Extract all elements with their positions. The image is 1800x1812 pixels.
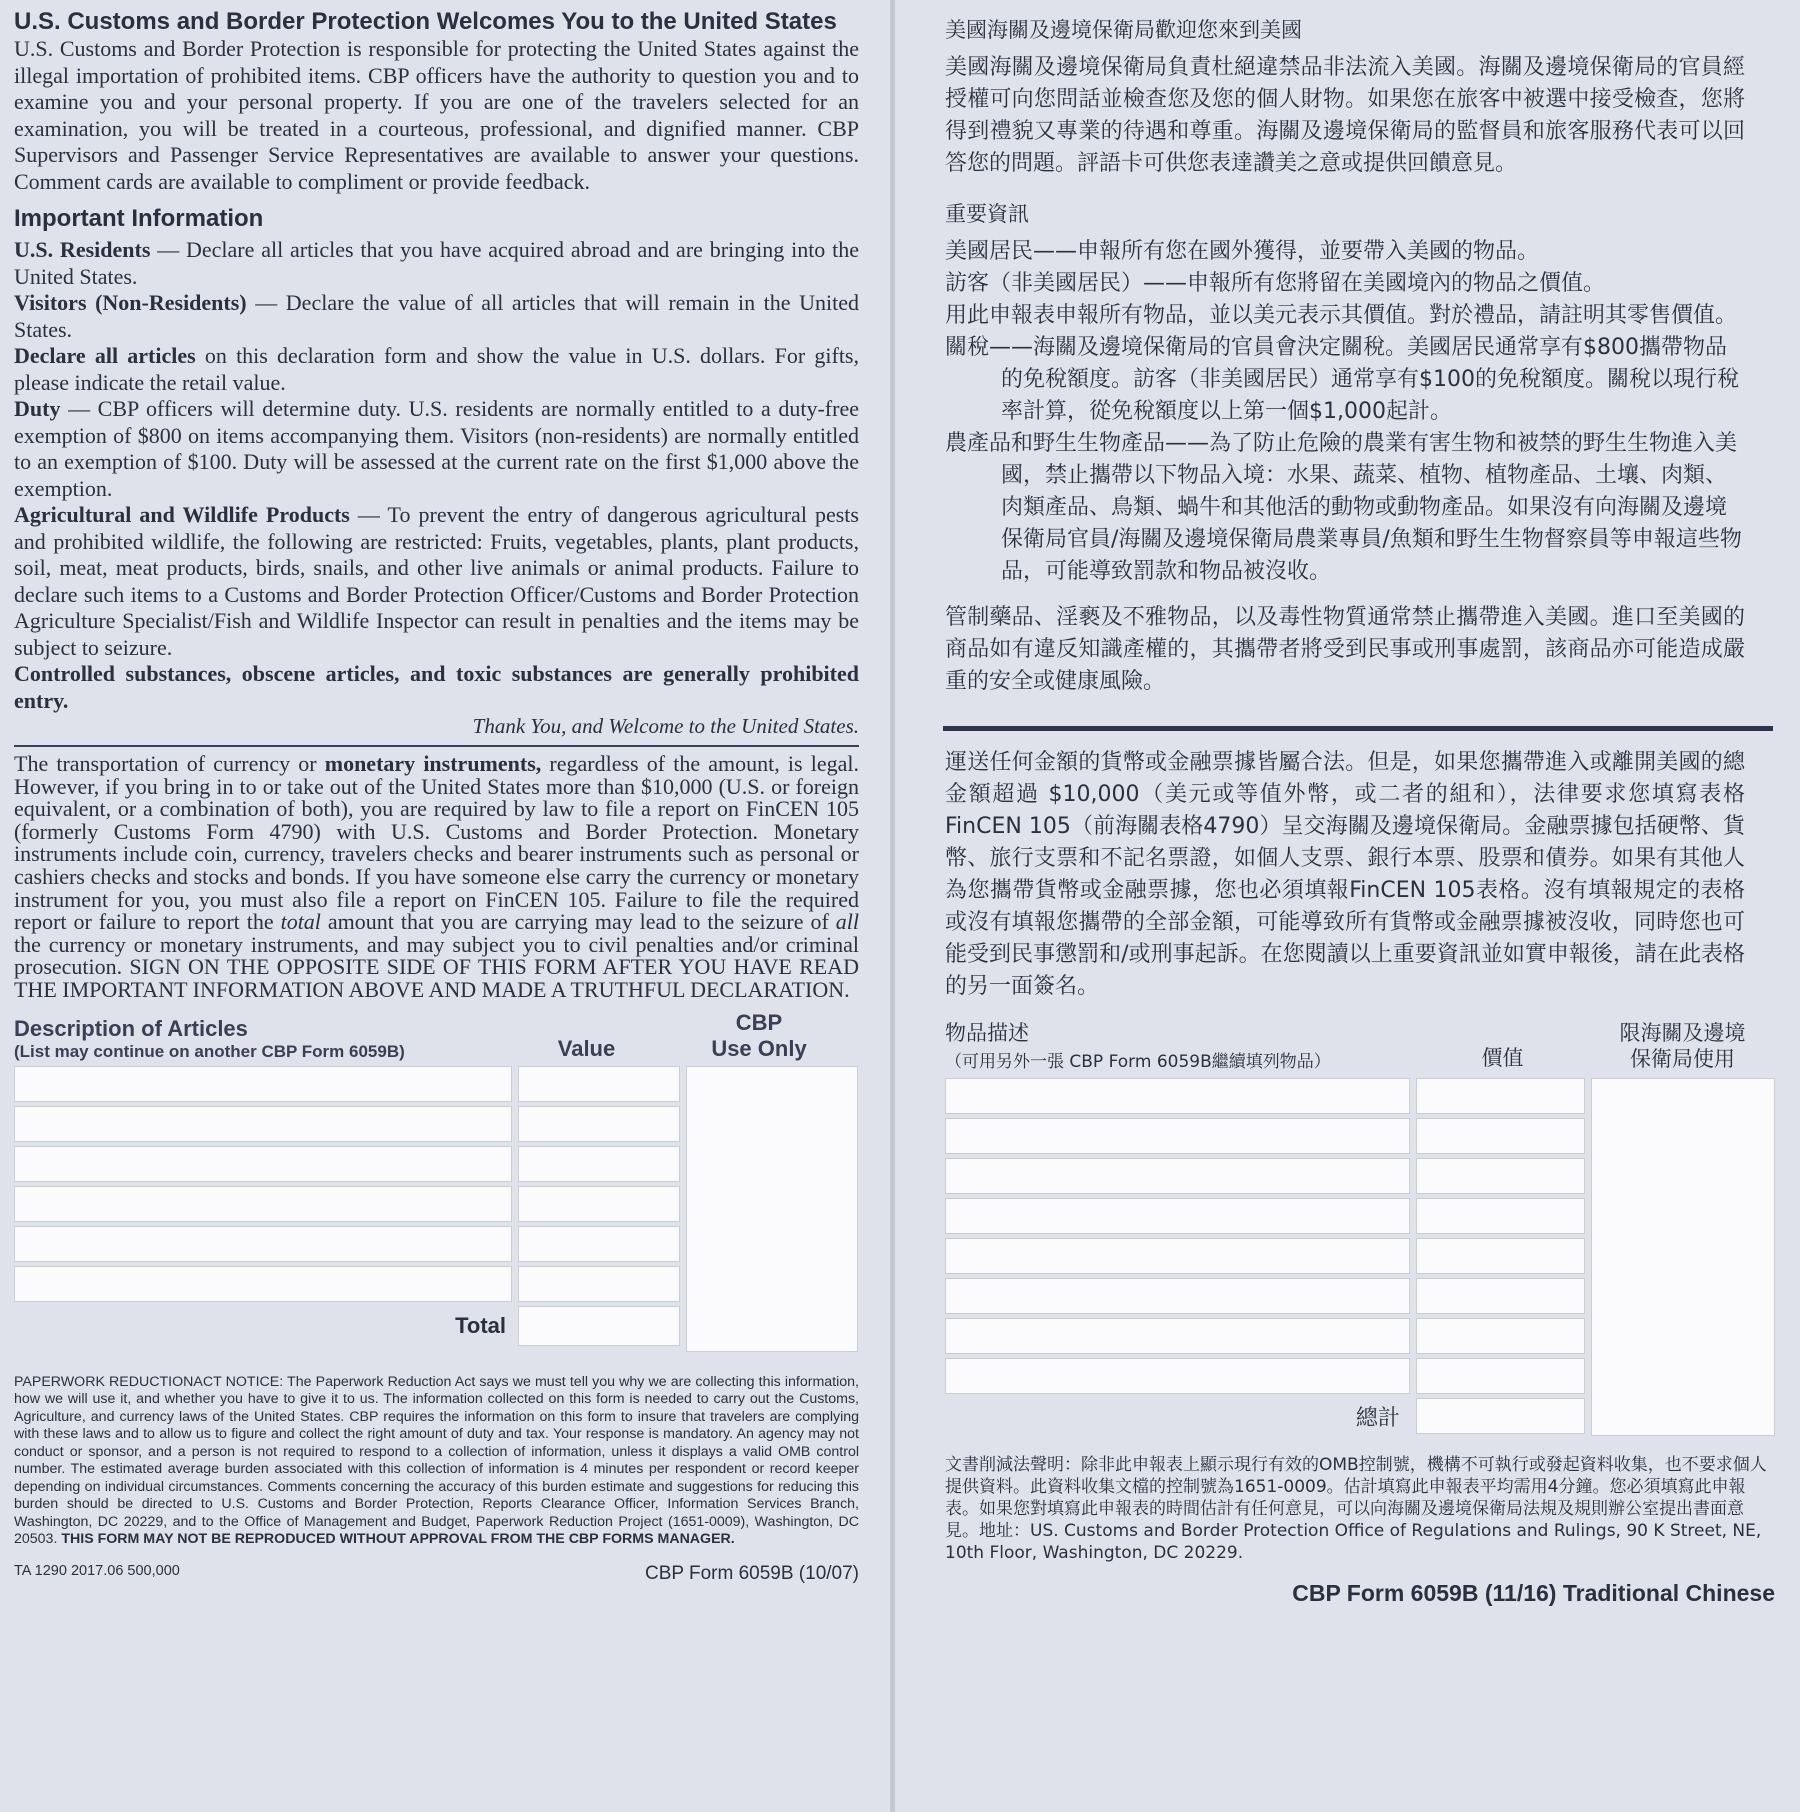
zh-residents: 美國居民——申報所有您在國外獲得，並要帶入美國的物品。 <box>945 239 1540 264</box>
english-panel <box>0 0 895 1812</box>
zh-value-heading: 價值 <box>1481 1046 1524 1070</box>
zh-desc-heading: 物品描述 <box>945 1021 1029 1045</box>
desc-header <box>14 1016 514 1062</box>
desc-input-row[interactable] <box>14 1106 512 1142</box>
zh-total-label: 總計 <box>1355 1405 1400 1431</box>
zh-value-input-row[interactable] <box>1416 1198 1586 1234</box>
notice-text: PAPERWORK REDUCTIONACT NOTICE: The Paperwork Reduction Act says we must tell you why we are collecting this information, how we will use it, and whether you have to give it to us. The information collected on this form is needed to carry out the Customs, Agriculture, and currency laws of the United States. CBP requires the information on this form to insure that travelers are complying with these laws and to allow us to figure and collect the right amount of duty and tax. Your response is mandatory. An agency may not conduct or sponsor, and a person is not required to respond to a collection of information, unless it displays a valid OMB control number. The estimated average burden associated with this collection of information is 4 minutes per respondent or record keeper depending on individual circumstances. Comments concerning the accuracy of this burden estimate and suggestions for reducing this burden should be directed to U.S. Customs and Border Protection, Reports Clearance Officer, Information Services Branch, Washington, DC 20229, and to the Office of Management and Budget, Paperwork Reduction Project (1651-0009), Washington, DC 20503. <box>14 1373 859 1548</box>
duty-item <box>14 396 859 502</box>
total-label: Total <box>455 1312 506 1338</box>
residents-text: — Declare all articles that you have acquired abroad and are bringing into the United States. <box>14 237 859 289</box>
value-input-row[interactable] <box>518 1106 680 1142</box>
residents-label: U.S. Residents <box>14 237 151 262</box>
zh-desc-input-row[interactable] <box>945 1318 1410 1354</box>
desc-input-row[interactable] <box>14 1266 512 1302</box>
zh-value-input-row[interactable] <box>1416 1118 1586 1154</box>
zh-cbp-heading-line1: 限海關及邊境 <box>1619 1021 1746 1045</box>
desc-heading: Description of Articles <box>14 1015 248 1041</box>
chinese-panel <box>895 0 1800 1812</box>
zh-visitors: 訪客（非美國居民）——申報所有您將留在美國境內的物品之價值。 <box>945 271 1606 296</box>
zh-agri: 農產品和野生生物產品——為了防止危險的農業有害生物和被禁的野生生物進入美國，禁止攜帶以下物品入境：水果、蔬菜、植物、植物產品、土壤、肉類、肉類產品、鳥類、蝸牛和其他活的動物或動物產品。如果沒有向海關及邊境保衛局官員/海關及邊境保衛局農業專員/魚類和野生生物督察員等申報這些物品，可能導致罰款和物品被沒收。 <box>945 431 1742 584</box>
zh-controlled: 管制藥品、淫褻及不雅物品，以及毒性物質通常禁止攜帶進入美國。進口至美國的商品如有違反知識產權的，其攜帶者將受到民事或刑事處罰，該商品亦可能造成嚴重的安全或健康風險。 <box>945 605 1745 694</box>
declare-label: Declare all articles <box>14 343 196 368</box>
controlled-item <box>14 661 859 714</box>
value-input-row[interactable] <box>518 1266 680 1302</box>
zh-form-id: CBP Form 6059B (11/16) Traditional Chinese <box>1292 1580 1775 1606</box>
zh-title: 美國海關及邊境保衛局歡迎您來到美國 <box>945 18 1302 42</box>
total-value-input[interactable] <box>518 1306 680 1346</box>
articles-grid <box>14 1066 859 1352</box>
zh-desc-input-row[interactable] <box>945 1158 1410 1194</box>
currency-text-1: The transportation of currency or <box>14 751 325 776</box>
desc-input-row[interactable] <box>14 1146 512 1182</box>
currency-paragraph <box>14 753 859 1002</box>
thanks-line: Thank You, and Welcome to the United States. <box>472 714 859 738</box>
value-input-row[interactable] <box>518 1226 680 1262</box>
zh-divider <box>943 726 1773 731</box>
cbp-heading-line2: Use Only <box>711 1035 807 1061</box>
intro-paragraph: U.S. Customs and Border Protection is responsible for protecting the United States against the illegal importation of prohibited items. CBP officers have the authority to question you and to examine you and your personal property. If you are one of the travelers selected for an examination, you will be treated in a courteous, professional, and dignified manner. CBP Supervisors and Passenger Service Representatives are available to answer your questions. Comment cards are available to compliment or provide feedback. <box>14 36 859 194</box>
zh-cbp-use-only-box <box>1591 1078 1775 1436</box>
zh-cbp-heading-line2: 保衛局使用 <box>1630 1047 1735 1071</box>
zh-currency: 運送任何金額的貨幣或金融票據皆屬合法。但是，如果您攜帶進入或離開美國的總金額超過 $10,000（美元或等值外幣，或二者的組和），法律要求您填寫表格FinCEN 105（前海關表格4790）呈交海關及邊境保衛局。金融票據包括硬幣、貨幣、旅行支票和不記名票證，如個人支票、銀行本票、股票和債券。如果有其他人為您攜帶貨幣或金融票據，您也必須填報FinCEN 105表格。沒有填報規定的表格或沒有填報您攜帶的全部金額，可能導致所有貨幣或金融票據被沒收，同時您也可能受到民事懲罰和/或刑事起訴。在您閱讀以上重要資訊並如實申報後，請在此表格的另一面簽名。 <box>945 750 1745 999</box>
zh-value-input-row[interactable] <box>1416 1318 1586 1354</box>
value-input-row[interactable] <box>518 1066 680 1102</box>
zh-desc-input-row[interactable] <box>945 1238 1410 1274</box>
zh-duty: 關稅——海關及邊境保衛局的官員會決定關稅。美國居民通常享有$800攜帶物品的免稅額度。訪客（非美國居民）通常享有$100的免稅額度。關稅以現行稅率計算，從免稅額度以上第一個$1,000起計。 <box>945 335 1739 424</box>
visitors-label: Visitors (Non-Residents) <box>14 290 247 315</box>
currency-text-2: regardless of the amount, is legal. However, if you bring in to or take out of the United States more than $10,000 (U.S. or foreign equivalent, or a combination of both), you are required by law to file a report on FinCEN 105 (formerly Customs Form 4790) with U.S. Customs and Border Protection. Monetary instruments include coin, currency, travelers checks and bearer instruments such as personal or cashiers checks and stocks and bonds. If you have someone else carry the currency or monetary instrument for you, you must also file a report on FinCEN 105. Failure to file the required report or failure to report the <box>14 751 859 935</box>
desc-subheading: (List may continue on another CBP Form 6059B) <box>14 1041 405 1061</box>
zh-desc-subheading: （可用另外一張 CBP Form 6059B繼續填列物品） <box>945 1052 1331 1072</box>
zh-value-input-row[interactable] <box>1416 1158 1586 1194</box>
value-column <box>518 1066 680 1352</box>
zh-value-input-row[interactable] <box>1416 1278 1586 1314</box>
declare-item <box>14 343 859 396</box>
visitors-item <box>14 290 859 343</box>
page-title: U.S. Customs and Border Protection Welcomes You to the United States <box>14 8 837 35</box>
left-footer <box>14 1563 859 1585</box>
zh-desc-input-row[interactable] <box>945 1358 1410 1394</box>
zh-table-header <box>945 1017 1775 1072</box>
zh-desc-input-row[interactable] <box>945 1078 1410 1114</box>
zh-cbp-heading <box>1590 1020 1775 1072</box>
zh-value-input-row[interactable] <box>1416 1358 1586 1394</box>
articles-table-header <box>14 1010 859 1062</box>
zh-desc-input-row[interactable] <box>945 1198 1410 1234</box>
residents-item <box>14 237 859 290</box>
agri-text: — To prevent the entry of dangerous agricultural pests and prohibited wildlife, the following are restricted: Fruits, vegetables, plants, plant products, soil, meat, meat products, birds, snails, and other live animals or animal products. Failure to declare such items to a Customs and Border Protection Officer/Customs and Border Protection Agriculture Specialist/Fish and Wildlife Inspector can result in penalties and the items may be subject to seizure. <box>14 502 859 660</box>
zh-desc-input-row[interactable] <box>945 1278 1410 1314</box>
print-code: TA 1290 2017.06 500,000 <box>14 1562 180 1579</box>
zh-value-input-row[interactable] <box>1416 1238 1586 1274</box>
zh-paperwork-notice: 文書削減法聲明：除非此申報表上顯示現行有效的OMB控制號，機構不可執行或發起資料收集，也不要求個人提供資料。此資料收集文檔的控制號為1651-0009。估計填寫此申報表平均需用4分鐘。您必須填寫此申報表。如果您對填寫此申報表的時間估計有任何意見，可以向海關及邊境保衛局法規及規則辦公室提出書面意見。地址：US. Customs and Border Protection Office of Regulations and Rulings, 90 K Street, NE, 10th Floor, Washington, DC 20229. <box>945 1455 1767 1563</box>
divider <box>14 745 859 747</box>
zh-articles-grid <box>945 1078 1775 1436</box>
duty-label: Duty <box>14 396 61 421</box>
form-id: CBP Form 6059B (10/07) <box>644 1562 859 1584</box>
desc-column <box>14 1066 512 1352</box>
paperwork-notice <box>14 1374 859 1549</box>
zh-declare: 用此申報表申報所有物品，並以美元表示其價值。對於禮品，請註明其零售價值。 <box>945 303 1738 328</box>
zh-total-value-input[interactable] <box>1416 1398 1586 1434</box>
agri-item <box>14 502 859 661</box>
zh-value-column <box>1416 1078 1586 1436</box>
zh-desc-header <box>945 1017 1415 1072</box>
cbp-use-only-box <box>686 1066 858 1352</box>
declare-text: on this declaration form and show the value in U.S. dollars. For gifts, please indicate the retail value. <box>14 343 859 395</box>
duty-text: — CBP officers will determine duty. U.S. residents are normally entitled to a duty-free exemption of $800 on items accompanying them. Visitors (non-residents) are normally entitled to an exemption of $100. Duty will be assessed at the current rate on the first $1,000 above the exemption. <box>14 396 859 501</box>
currency-bold: monetary instruments, <box>324 751 542 776</box>
zh-important-heading: 重要資訊 <box>945 202 1029 226</box>
agri-label: Agricultural and Wildlife Products <box>14 502 350 527</box>
controlled-text: Controlled substances, obscene articles, and toxic substances are generally prohibited entry. <box>14 661 859 713</box>
cbp-heading-line1: CBP <box>735 1009 783 1035</box>
value-heading: Value <box>557 1035 616 1061</box>
currency-total: total <box>280 909 321 935</box>
visitors-text: — Declare the value of all articles that will remain in the United States. <box>14 290 859 342</box>
zh-value-input-row[interactable] <box>1416 1078 1586 1114</box>
desc-input-row[interactable] <box>14 1186 512 1222</box>
desc-input-row[interactable] <box>14 1066 512 1102</box>
zh-desc-column <box>945 1078 1410 1436</box>
important-heading: Important Information <box>14 205 264 232</box>
notice-bold: THIS FORM MAY NOT BE REPRODUCED WITHOUT APPROVAL FROM THE CBP FORMS MANAGER. <box>61 1531 735 1548</box>
zh-desc-input-row[interactable] <box>945 1118 1410 1154</box>
cbp-heading <box>659 1010 859 1062</box>
currency-text-3: amount that you are carrying may lead to the seizure of <box>320 909 836 935</box>
desc-input-row[interactable] <box>14 1226 512 1262</box>
value-input-row[interactable] <box>518 1146 680 1182</box>
currency-text-4: the currency or monetary instruments, and may subject you to civil penalties and/or criminal prosecution. SIGN ON THE OPPOSITE SIDE OF THIS FORM AFTER YOU HAVE READ THE IMPORTANT INFORMATION ABOVE AND MADE A TRUTHFUL DECLARATION. <box>14 931 859 1002</box>
zh-intro: 美國海關及邊境保衛局負責杜絕違禁品非法流入美國。海關及邊境保衛局的官員經授權可向您問話並檢查您及您的個人財物。如果您在旅客中被選中接受檢查，您將得到禮貌又專業的待遇和尊重。海關及邊境保衛局的監督員和旅客服務代表可以回答您的問題。評語卡可供您表達讚美之意或提供回饋意見。 <box>945 55 1745 176</box>
currency-all: all <box>835 909 859 935</box>
value-input-row[interactable] <box>518 1186 680 1222</box>
